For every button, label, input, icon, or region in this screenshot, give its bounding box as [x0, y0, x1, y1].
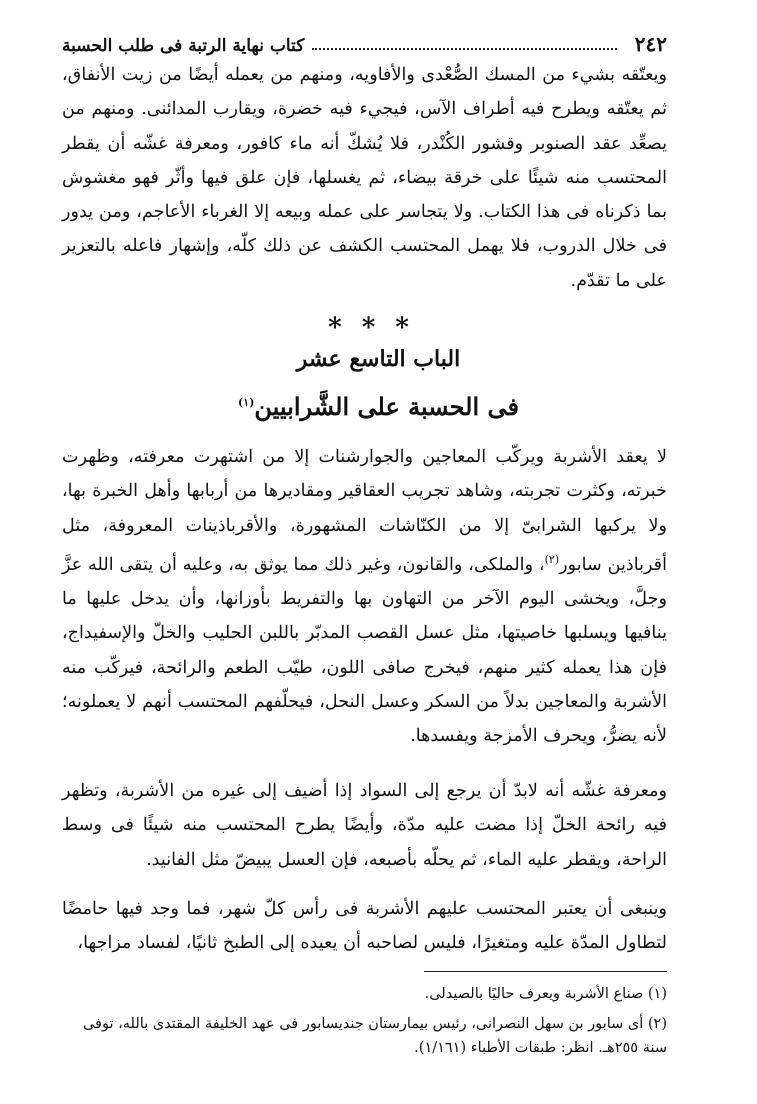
- footnote-ref-2: (٢): [544, 552, 560, 566]
- footnote-ref-1: (١): [238, 396, 255, 409]
- paragraph-continued: ويعتّقه بشيء من المسك الصُّعْدى والأفاويه، ومنهم من يعمله أيضًا من زيت الأنفاق، ثم يعتّقه ويطرح فيه أطراف الآس، فيجيء فيه خضرة، ويقارب المدائنى. ومنهم من يصعِّد عقد الصنوبر وقشور الكُنْدر، فلا يُشكّ أنه ماء كافور، ومعرفة غشّه أن يقطر المحتسب منه شيئًا على خرقة بيضاء، ثم يغسلها، فإن علق فيها وأثّر فهو مغشوش بما ذكرناه فى هذا الكتاب. ولا يتجاسر على عمله وبيعه إلا الغرباء الأعاجم، ومن يدور فى خلال الدروب، فلا يهمل المحتسب الكشف عن ذلك كلّه، وإشهار فاعله بالتعزير على ما تقدّم.: [62, 65, 667, 291]
- header-dot-leader: [312, 48, 616, 50]
- section-separator: ***: [328, 313, 429, 343]
- footnote-2: (٢) أى سابور بن سهل النصرانى، رئيس بيمارستان جنديسابور فى عهد الخليفة المقتدى بالله، توفى سنة ٢٥٥هـ. انظر: طبقات الأطباء (١/١٦١).: [82, 1016, 667, 1056]
- footnote-1: (١) صناع الأشربة ويعرف حاليًا بالصيدلى.: [424, 986, 667, 1002]
- chapter-title: الباب التاسع عشر: [296, 346, 461, 372]
- paragraph-2-part-b: ، والملكى، والقانون، وغير ذلك مما يوثق به، وعليه أن يتقى الله عزَّ وجلَّ، ويخشى اليوم الآخر من التهاون بها والتفريط بأوزانها، وأن يدخل عليها ما ينافيها ويسلبها خاصيتها، مثل عسل القصب المدبّر باللبن الحليب والخلّ والإسفيداج، فإن هذا يعمله كثير منهم، فيخرج صافى اللون، طيّب الطعم والرائحة، فيركّب منه الأشربة والمعاجين بدلاً من السكر وعسل النحل، فيحلّفهم المحتسب أنهم لا يعملونه؛ لأنه يضرُّ، ويحرف الأمزجة ويفسدها.: [62, 554, 667, 747]
- page-header: [62, 26, 667, 56]
- paragraph-3: ومعرفة غشّه أنه لابدّ أن يرجع إلى السواد إذا أضيف إلى غيره من الأشربة، وتظهر فيه رائحة الخلّ إذا مضت عليه مدّة، وأيضًا يطرح المحتسب منه شيئًا فى وسط الراحة، ويقطر عليه الماء، ثم يحلّه بأصبعه، فإن العسل يبيضّ مثل الفانيد.: [62, 781, 667, 870]
- paragraph-2: [62, 440, 667, 754]
- chapter-subtitle-text: فى الحسبة على الشَّرابيين: [254, 392, 519, 421]
- footnote-divider: [424, 971, 667, 972]
- paragraph-4: وينبغى أن يعتبر المحتسب عليهم الأشربة فى رأس كلّ شهر، فما وجد فيها حامضًا لتطاول المدّة عليه ومتغيرًا، فليس لصاحبه أن يعيده إلى الطبخ ثانيًا، لفساد مزاجها،: [62, 899, 667, 954]
- running-book-title: كتاب نهاية الرتبة فى طلب الحسبة: [62, 36, 305, 56]
- paragraph-2-part-a: لا يعقد الأشربة ويركّب المعاجين والجوارشنات إلا من اشتهرت معرفته، وظهرت خبرته، وكثرت تجربته، وشاهد تجريب العقاقير ومقاديرها من أربابها وأهل الخبرة بها، ولا يركبها الشرابىّ إلا من الكنّاشات المشهورة، والأقرباذينات المعروفة، مثل أقرباذين سابور: [62, 447, 667, 575]
- chapter-subtitle: [0, 392, 757, 421]
- page-number: ٢٤٢: [634, 32, 667, 56]
